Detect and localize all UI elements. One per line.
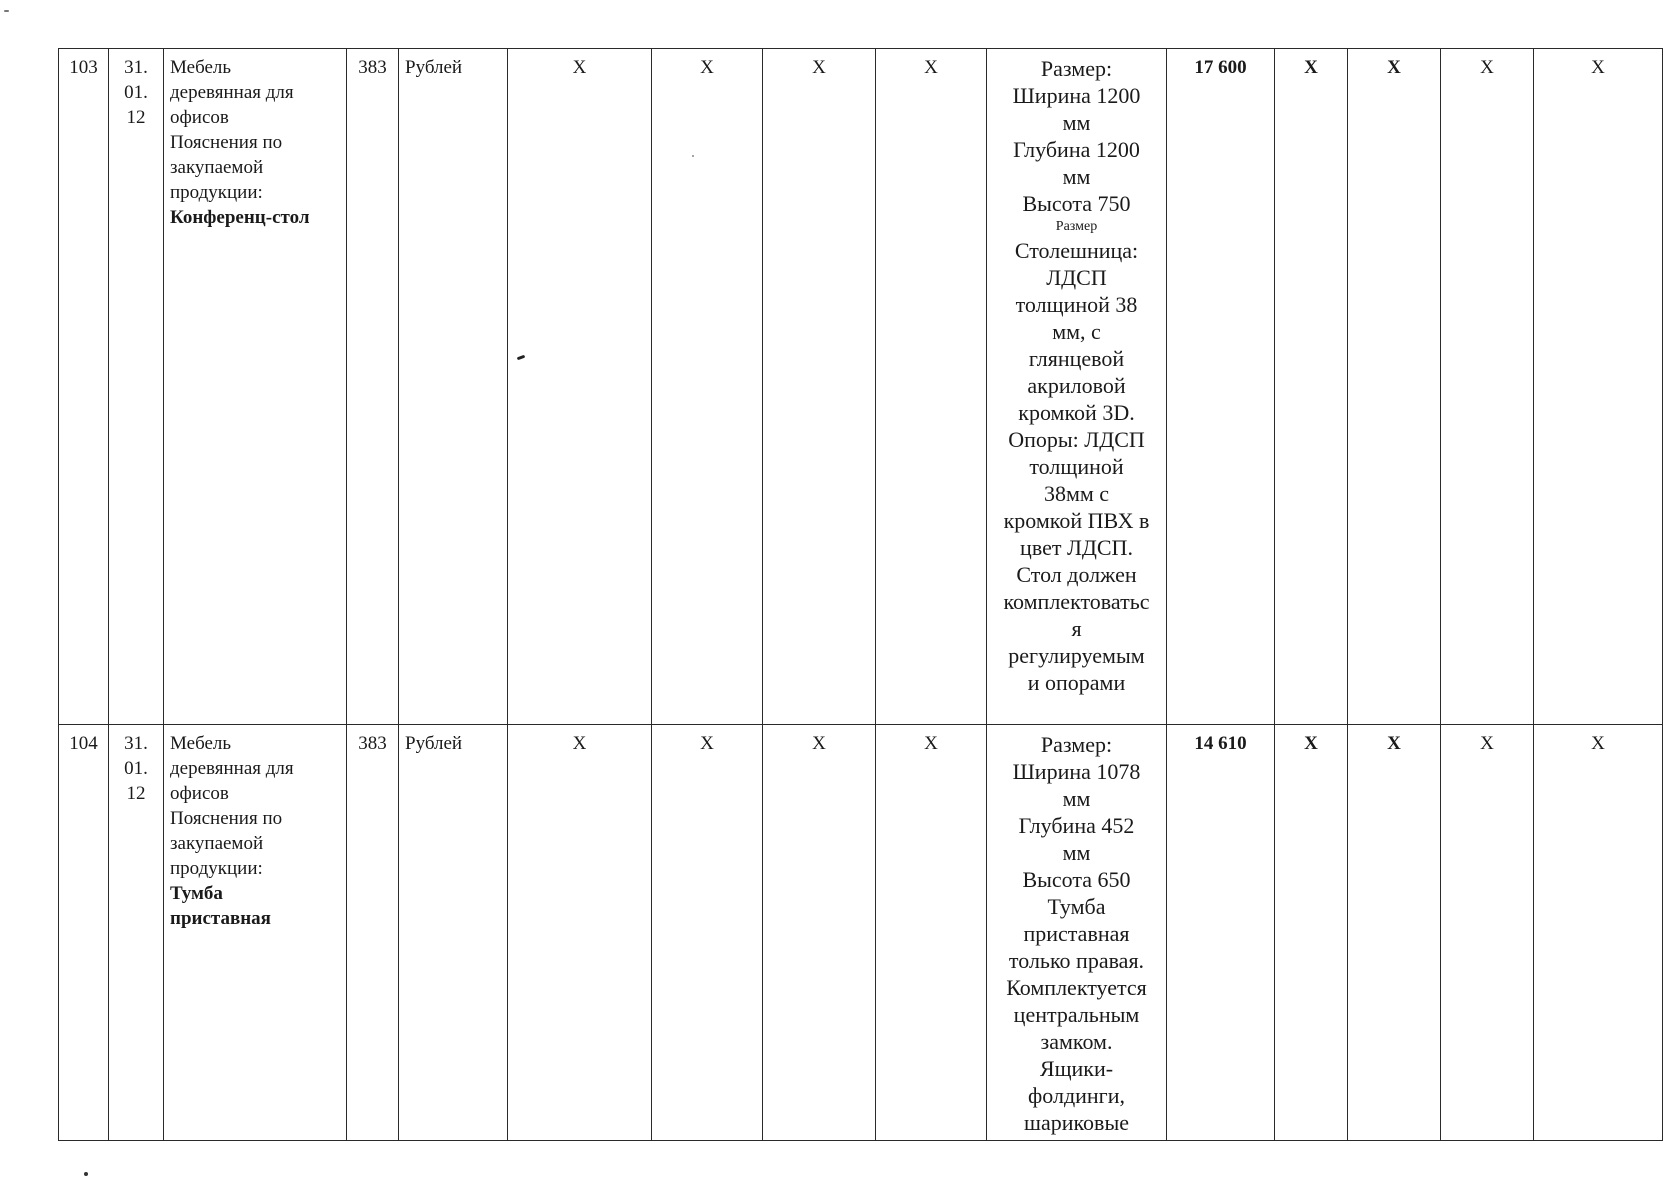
name-line: продукции:: [170, 858, 263, 879]
name-line: закупаемой: [170, 157, 264, 178]
row-number-cell: 103: [59, 49, 109, 725]
x-cell: X: [1441, 725, 1534, 1141]
spec-line: мм: [1062, 840, 1091, 865]
name-line: деревянная для: [170, 82, 294, 103]
spec-line: фолдинги,: [1028, 1083, 1125, 1108]
name-line: Пояснения по: [170, 132, 283, 153]
spec-line: кромкой 3D.: [1018, 400, 1135, 425]
spec-line: Ширина 1200: [1012, 83, 1141, 108]
specification-cell: [987, 725, 1167, 1141]
spec-line: мм, с: [1052, 319, 1101, 344]
x-cell: X: [1534, 49, 1663, 725]
table-row: [59, 49, 1663, 725]
okpd-code-cell: [109, 725, 164, 1141]
spec-line: центральным: [1013, 1002, 1140, 1027]
spec-line: только правая.: [1008, 948, 1145, 973]
spec-line: мм: [1062, 164, 1091, 189]
spec-line: 38мм с: [1043, 481, 1110, 506]
procurement-table: [58, 48, 1663, 1141]
x-cell: X: [876, 49, 987, 725]
code-line: 31.: [124, 733, 148, 754]
spec-line: цвет ЛДСП.: [1020, 535, 1133, 560]
name-line: деревянная для: [170, 758, 294, 779]
x-cell: X: [763, 725, 876, 1141]
x-cell: X: [652, 49, 763, 725]
spec-line: толщиной 38: [1015, 292, 1138, 317]
spec-line: Высота 750: [1022, 191, 1131, 216]
spec-line: регулируемым: [1008, 643, 1145, 668]
spec-line: я: [1071, 616, 1082, 641]
x-cell: X: [652, 725, 763, 1141]
spec-line: кромкой ПВХ в: [1003, 508, 1150, 533]
okei-code-cell: 383: [347, 725, 399, 1141]
table-row: [59, 725, 1663, 1141]
x-cell: X: [763, 49, 876, 725]
x-cell: X: [876, 725, 987, 1141]
unit-cell: Рублей: [399, 49, 508, 725]
okpd-code-cell: [109, 49, 164, 725]
code-line: 31.: [124, 57, 148, 78]
unit-cell: Рублей: [399, 725, 508, 1141]
spec-line: глянцевой: [1028, 346, 1125, 371]
row-number-cell: 104: [59, 725, 109, 1141]
spec-line: Размер:: [1040, 56, 1113, 81]
spec-line: шариковые: [1024, 1110, 1129, 1135]
spec-line: комплектоватьс: [1003, 589, 1150, 614]
name-line: Мебель: [170, 733, 232, 754]
x-cell: X: [1348, 49, 1441, 725]
spec-line: акриловой: [1027, 373, 1126, 398]
spec-line: Комплектуется: [1006, 975, 1147, 1000]
spec-line: Высота 650: [1022, 867, 1131, 892]
scan-speck: [4, 10, 9, 12]
name-line: продукции:: [170, 182, 263, 203]
price-cell: 14 610: [1167, 725, 1275, 1141]
spec-line: Тумба: [1047, 894, 1106, 919]
spec-line: мм: [1062, 110, 1091, 135]
x-cell: X: [508, 49, 652, 725]
x-cell: X: [1275, 49, 1348, 725]
spec-small-label: Размер: [1055, 219, 1098, 234]
spec-line: Ширина 1078: [1012, 759, 1141, 784]
name-line: офисов: [170, 783, 229, 804]
x-cell: X: [508, 725, 652, 1141]
spec-line: Глубина 1200: [1013, 137, 1140, 162]
x-cell: X: [1441, 49, 1534, 725]
name-line: закупаемой: [170, 833, 264, 854]
code-line: 12: [126, 783, 146, 804]
spec-line: и опорами: [1027, 670, 1126, 695]
x-cell: X: [1348, 725, 1441, 1141]
code-line: 12: [126, 107, 146, 128]
spec-line: толщиной: [1029, 454, 1124, 479]
spec-line: Стол должен: [1016, 562, 1137, 587]
scan-speck: [84, 1172, 88, 1176]
spec-line: Опоры: ЛДСП: [1008, 427, 1145, 452]
okei-code-cell: 383: [347, 49, 399, 725]
name-line: Пояснения по: [170, 808, 283, 829]
spec-line: Глубина 452: [1018, 813, 1135, 838]
name-line: Мебель: [170, 57, 232, 78]
code-line: 01.: [124, 758, 148, 779]
product-name-cell: [164, 49, 347, 725]
x-cell: X: [1534, 725, 1663, 1141]
product-title: Конференц-стол: [170, 207, 310, 228]
spec-line: Размер:: [1040, 732, 1113, 757]
spec-line: замком.: [1040, 1029, 1113, 1054]
name-line: офисов: [170, 107, 229, 128]
price-cell: 17 600: [1167, 49, 1275, 725]
product-title: приставная: [170, 908, 271, 929]
spec-line: ЛДСП: [1046, 265, 1107, 290]
spec-line: приставная: [1023, 921, 1130, 946]
product-name-cell: [164, 725, 347, 1141]
product-title: Тумба: [170, 883, 223, 904]
spec-line: Столешница:: [1014, 238, 1139, 263]
code-line: 01.: [124, 82, 148, 103]
specification-cell: [987, 49, 1167, 725]
spec-line: мм: [1062, 786, 1091, 811]
x-cell: X: [1275, 725, 1348, 1141]
spec-line: Ящики-: [1039, 1056, 1114, 1081]
